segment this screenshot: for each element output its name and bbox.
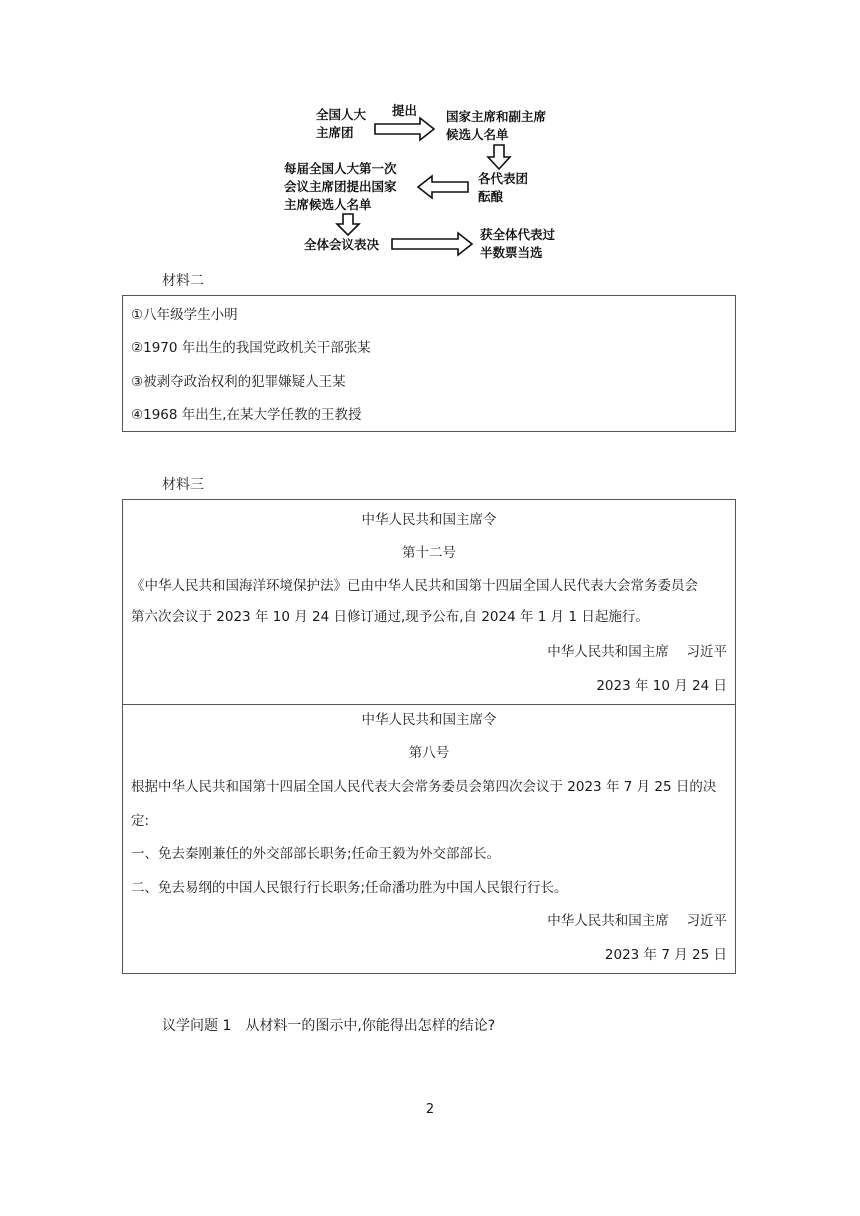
material3-box — [122, 499, 736, 974]
node-line: 国家主席和副主席 — [446, 109, 547, 124]
arrow-left-icon — [418, 176, 468, 198]
order1-title: 中华人民共和国主席令 — [361, 512, 497, 528]
question-1: 议学问题 1 从材料一的图示中,你能得出怎样的结论? — [162, 1018, 496, 1034]
arrow-right-icon — [392, 233, 472, 255]
node-line: 主席团 — [316, 125, 354, 140]
list-item: ④1968 年出生,在某大学任教的王教授 — [131, 407, 362, 423]
node-line: 会议主席团提出国家 — [284, 179, 397, 194]
node-elected — [480, 226, 555, 262]
node-npc-presidium — [316, 106, 366, 142]
node-line: 主席候选人名单 — [284, 197, 372, 212]
order-divider — [123, 704, 735, 705]
order1-body-line: 《中华人民共和国海洋环境保护法》已由中华人民共和国第十四届全国人民代表大会常务委员会 — [131, 578, 698, 594]
edge-label-propose: 提出 — [392, 103, 418, 118]
order2-number: 第八号 — [408, 745, 450, 761]
arrow-down-icon — [337, 214, 359, 235]
node-candidate-list — [446, 108, 546, 144]
order2-body-line: 一、免去秦刚兼任的外交部部长职务;任命王毅为外交部部长。 — [131, 846, 501, 862]
material2-box — [122, 295, 736, 432]
order2-date: 2023 年 7 月 25 日 — [604, 947, 727, 963]
material2-label: 材料二 — [162, 273, 204, 289]
node-first-session-presidium — [284, 160, 397, 214]
node-plenary-vote: 全体会议表决 — [304, 237, 380, 252]
page-number: 2 — [425, 1102, 435, 1117]
order1-date: 2023 年 10 月 24 日 — [596, 678, 727, 694]
order1-signature: 中华人民共和国主席 习近平 — [547, 644, 727, 660]
node-line: 半数票当选 — [480, 245, 543, 260]
list-item: ③被剥夺政治权利的犯罪嫌疑人王某 — [131, 374, 346, 390]
flow-diagram — [280, 96, 580, 266]
node-line: 各代表团 — [478, 171, 529, 186]
order2-body-line: 二、免去易纲的中国人民银行行长职务;任命潘功胜为中国人民银行行长。 — [131, 880, 568, 896]
list-item: ①八年级学生小明 — [131, 307, 238, 323]
node-line: 每届全国人大第一次 — [284, 161, 397, 176]
arrow-down-icon — [488, 145, 510, 169]
node-line: 酝酿 — [478, 189, 504, 204]
order1-number: 第十二号 — [402, 545, 456, 561]
order2-body-line: 定: — [131, 813, 150, 829]
node-line: 全国人大 — [316, 107, 367, 122]
material3-label: 材料三 — [162, 477, 204, 493]
order2-title: 中华人民共和国主席令 — [361, 712, 497, 728]
node-line: 候选人名单 — [446, 127, 509, 142]
order2-body-line: 根据中华人民共和国第十四届全国人民代表大会常务委员会第四次会议于 2023 年 7 月 25 日的决 — [131, 779, 717, 795]
order2-signature: 中华人民共和国主席 习近平 — [547, 913, 727, 929]
arrow-right-icon — [375, 118, 434, 140]
node-delegations-deliberate — [478, 170, 528, 206]
list-item: ②1970 年出生的我国党政机关干部张某 — [131, 340, 371, 356]
order1-body-line: 第六次会议于 2023 年 10 月 24 日修订通过,现予公布,自 2024 年 1 月 1 日起施行。 — [131, 609, 649, 625]
node-line: 获全体代表过 — [480, 227, 556, 242]
